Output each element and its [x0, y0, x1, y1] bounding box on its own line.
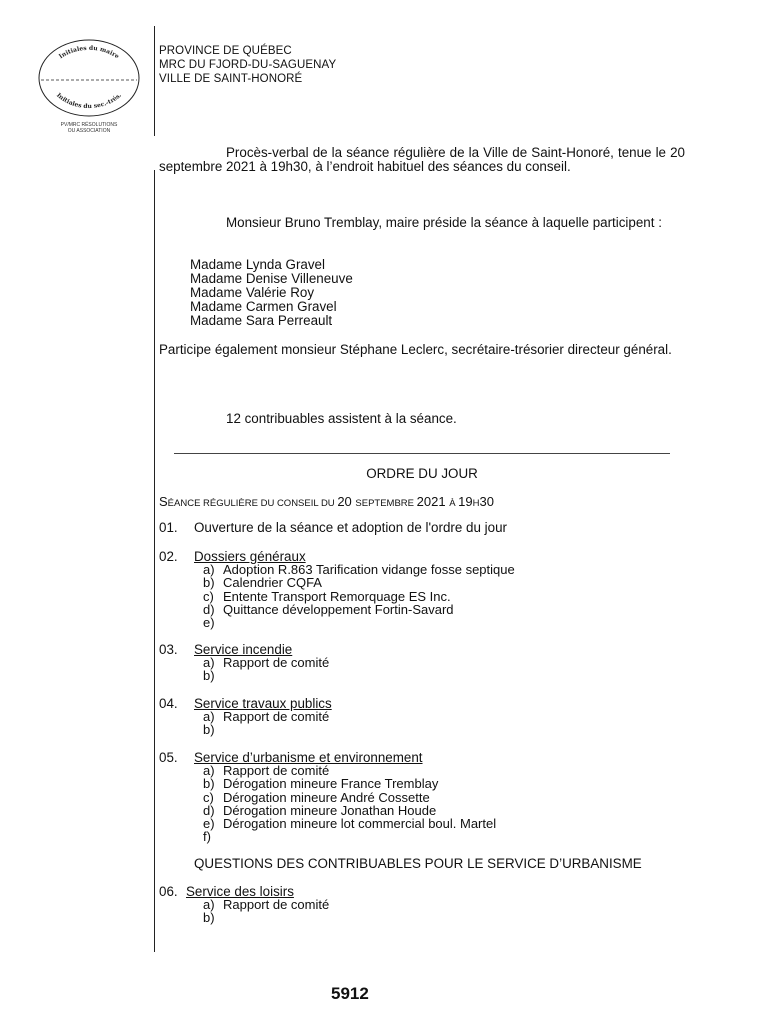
agenda-subitems — [203, 898, 329, 925]
list-item: a) Adoption R.863 Tarification vidange fosse septique — [203, 562, 515, 577]
list-item: b) — [203, 668, 215, 684]
questions-heading: QUESTIONS DES CONTRIBUABLES POUR LE SERVICE D’URBANISME — [194, 856, 642, 871]
seal-top-text: Initiales du maire — [57, 44, 121, 61]
list-item: b) — [203, 722, 215, 738]
presides-paragraph: Monsieur Bruno Tremblay, maire préside la séance à laquelle participent : — [226, 215, 662, 230]
seal-caption: PV/MRC RÉSOLUTIONS OU ASSOCIATION — [60, 122, 118, 134]
list-item: d) Dérogation mineure Jonathan Houde — [203, 802, 437, 818]
agenda-subitems — [203, 656, 329, 683]
list-item: a) Rapport de comité — [203, 655, 330, 670]
agenda-item-title: Service d’urbanisme et environnement — [194, 750, 423, 765]
list-item: f) — [203, 829, 211, 845]
attendance-paragraph: 12 contribuables assistent à la séance. — [226, 411, 457, 426]
list-item: c) Dérogation mineure André Cossette — [203, 789, 430, 805]
list-item: a) Rapport de comité — [203, 897, 330, 912]
initials-seal — [37, 30, 141, 120]
member: Madame Denise Villeneuve — [190, 271, 353, 286]
member: Madame Valérie Roy — [190, 285, 315, 300]
svg-text:Initiales du sec.-trés. — [55, 92, 123, 110]
agenda-item-number: 01. — [159, 520, 178, 535]
member: Madame Sara Perreault — [190, 313, 333, 328]
agenda-item-title: Ouverture de la séance et adoption de l'ordre du jour — [194, 520, 507, 535]
separator-line — [174, 453, 670, 454]
list-item: a) Rapport de comité — [203, 763, 330, 778]
agenda-item-number: 02. — [159, 549, 178, 564]
list-item: b) — [203, 910, 215, 926]
municipality-header: PROVINCE DE QUÉBEC MRC DU FJORD-DU-SAGUENAY VILLE DE SAINT-HONORÉ — [159, 45, 337, 85]
list-item: b) Dérogation mineure France Tremblay — [203, 776, 439, 792]
member: Madame Carmen Gravel — [190, 299, 337, 314]
also-present-paragraph: Participe également monsieur Stéphane Leclerc, secrétaire-trésorier directeur général. — [159, 342, 672, 357]
members-list — [190, 258, 353, 328]
agenda-item-title: Service travaux publics — [194, 696, 332, 711]
member: Madame Lynda Gravel — [190, 257, 325, 272]
margin-rule-top — [154, 26, 155, 136]
page-number: 5912 — [331, 984, 369, 1003]
agenda-item-number: 05. — [159, 750, 178, 765]
margin-rule — [154, 170, 155, 952]
seal-bottom-text: Initiales du sec.-trés. — [55, 91, 123, 111]
list-item: c) Entente Transport Remorquage ES Inc. — [203, 588, 451, 604]
agenda-subitems — [203, 710, 329, 737]
agenda-item-title: Service incendie — [194, 642, 293, 657]
agenda-item-number: 03. — [159, 642, 178, 657]
agenda-subitems — [203, 764, 496, 844]
list-item: b) Calendrier CQFA — [203, 575, 322, 591]
agenda-item-title: Dossiers généraux — [194, 549, 306, 564]
list-item: e) Dérogation mineure lot commercial boul. Martel — [203, 816, 497, 832]
list-item: a) Rapport de comité — [203, 709, 330, 724]
agenda-title: ORDRE DU JOUR — [366, 466, 478, 481]
intro-paragraph: Procès-verbal de la séance régulière de la Ville de Saint-Honoré, tenue le 20 septembre 2021 à 19h30, à l’endroit habituel des séances du conseil. — [159, 145, 685, 174]
agenda-item-number: 04. — [159, 696, 178, 711]
agenda-item-title: Service des loisirs — [186, 884, 294, 899]
list-item: d) Quittance développement Fortin-Savard — [203, 601, 454, 617]
svg-text:Initiales du maire — [58, 45, 121, 61]
list-item: e) — [203, 615, 215, 631]
agenda-subitems — [203, 563, 515, 629]
agenda-item-number: 06. — [159, 884, 178, 899]
session-line: SÉANCE RÉGULIÈRE DU CONSEIL DU 20 SEPTEMBRE 2021 À 19H30 — [159, 494, 494, 509]
